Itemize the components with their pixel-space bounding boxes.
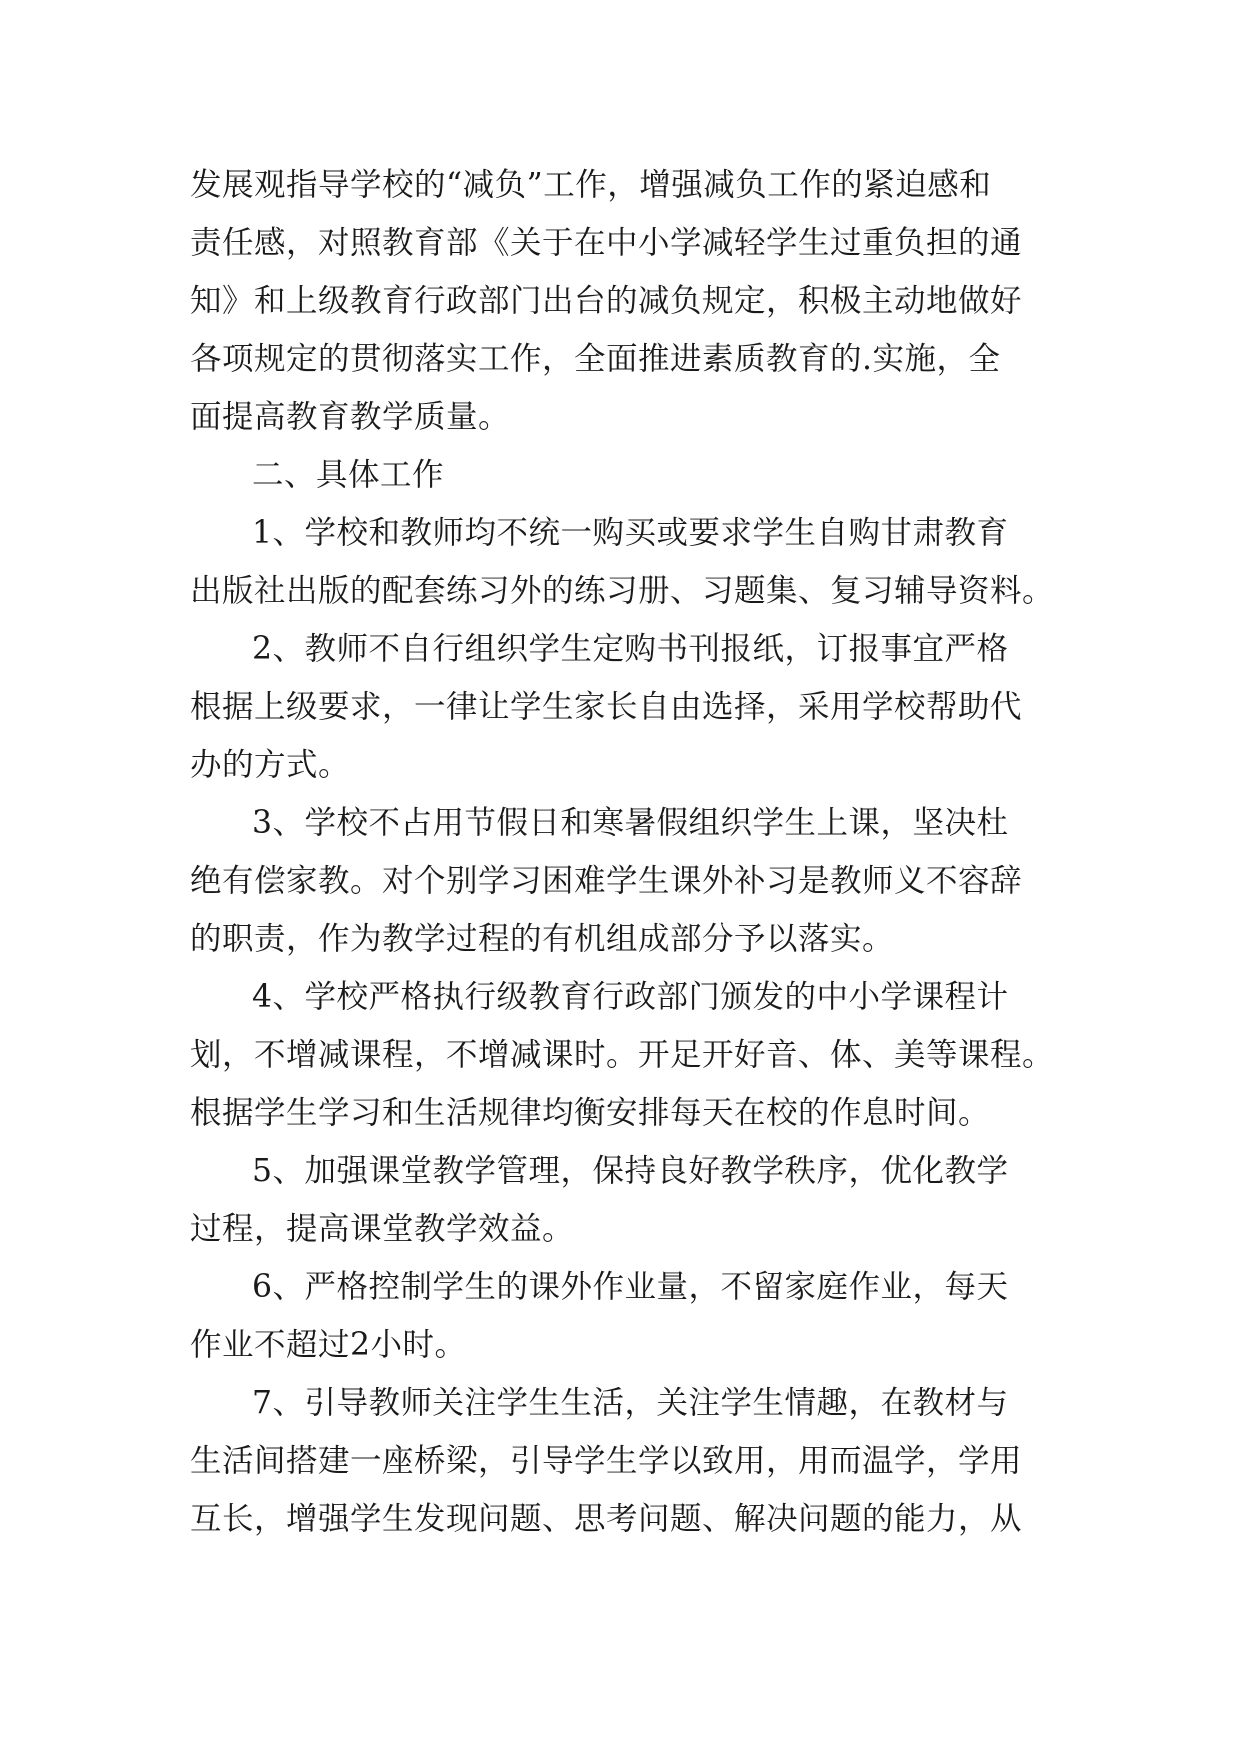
text-line: 根据学生学习和生活规律均衡安排每天在校的作息时间。 <box>190 1095 991 1131</box>
text-line: 4、学校严格执行级教育行政部门颁发的中小学课程计 <box>252 979 1009 1015</box>
text-line: 2、教师不自行组织学生定购书刊报纸，订报事宜严格 <box>252 631 1009 667</box>
text-line: 责任感，对照教育部《关于在中小学减轻学生过重负担的通 <box>190 225 1023 261</box>
text-line: 绝有偿家教。对个别学习困难学生课外补习是教师义不容辞 <box>190 863 1023 899</box>
text-line: 作业不超过2小时。 <box>190 1327 467 1363</box>
text-line: 发展观指导学校的“减负”工作，增强减负工作的紧迫感和 <box>190 167 992 203</box>
text-line: 出版社出版的配套练习外的练习册、习题集、复习辅导资料。 <box>190 573 1055 609</box>
text-line: 根据上级要求，一律让学生家长自由选择，采用学校帮助代 <box>190 689 1023 725</box>
text-line: 3、学校不占用节假日和寒暑假组织学生上课，坚决杜 <box>252 805 1009 841</box>
text-line: 生活间搭建一座桥梁，引导学生学以致用，用而温学，学用 <box>190 1443 1023 1479</box>
text-line: 5、加强课堂教学管理，保持良好教学秩序，优化教学 <box>252 1153 1009 1189</box>
text-line: 7、引导教师关注学生生活，关注学生情趣，在教材与 <box>252 1385 1009 1421</box>
text-line: 办的方式。 <box>190 747 351 783</box>
text-line: 面提高教育教学质量。 <box>190 399 511 435</box>
text-line: 的职责，作为教学过程的有机组成部分予以落实。 <box>190 921 895 957</box>
text-line: 互长，增强学生发现问题、思考问题、解决问题的能力，从 <box>190 1501 1023 1537</box>
text-line: 划，不增减课程，不增减课时。开足开好音、体、美等课程。 <box>190 1037 1055 1073</box>
text-line: 过程，提高课堂教学效益。 <box>190 1211 575 1247</box>
text-line: 1、学校和教师均不统一购买或要求学生自购甘肃教育 <box>252 515 1009 551</box>
text-line: 各项规定的贯彻落实工作，全面推进素质教育的.实施，全 <box>190 341 1001 377</box>
text-line: 6、严格控制学生的课外作业量，不留家庭作业，每天 <box>252 1269 1009 1305</box>
text-line: 知》和上级教育行政部门出台的减负规定，积极主动地做好 <box>190 283 1023 319</box>
section-heading: 二、具体工作 <box>252 457 445 493</box>
